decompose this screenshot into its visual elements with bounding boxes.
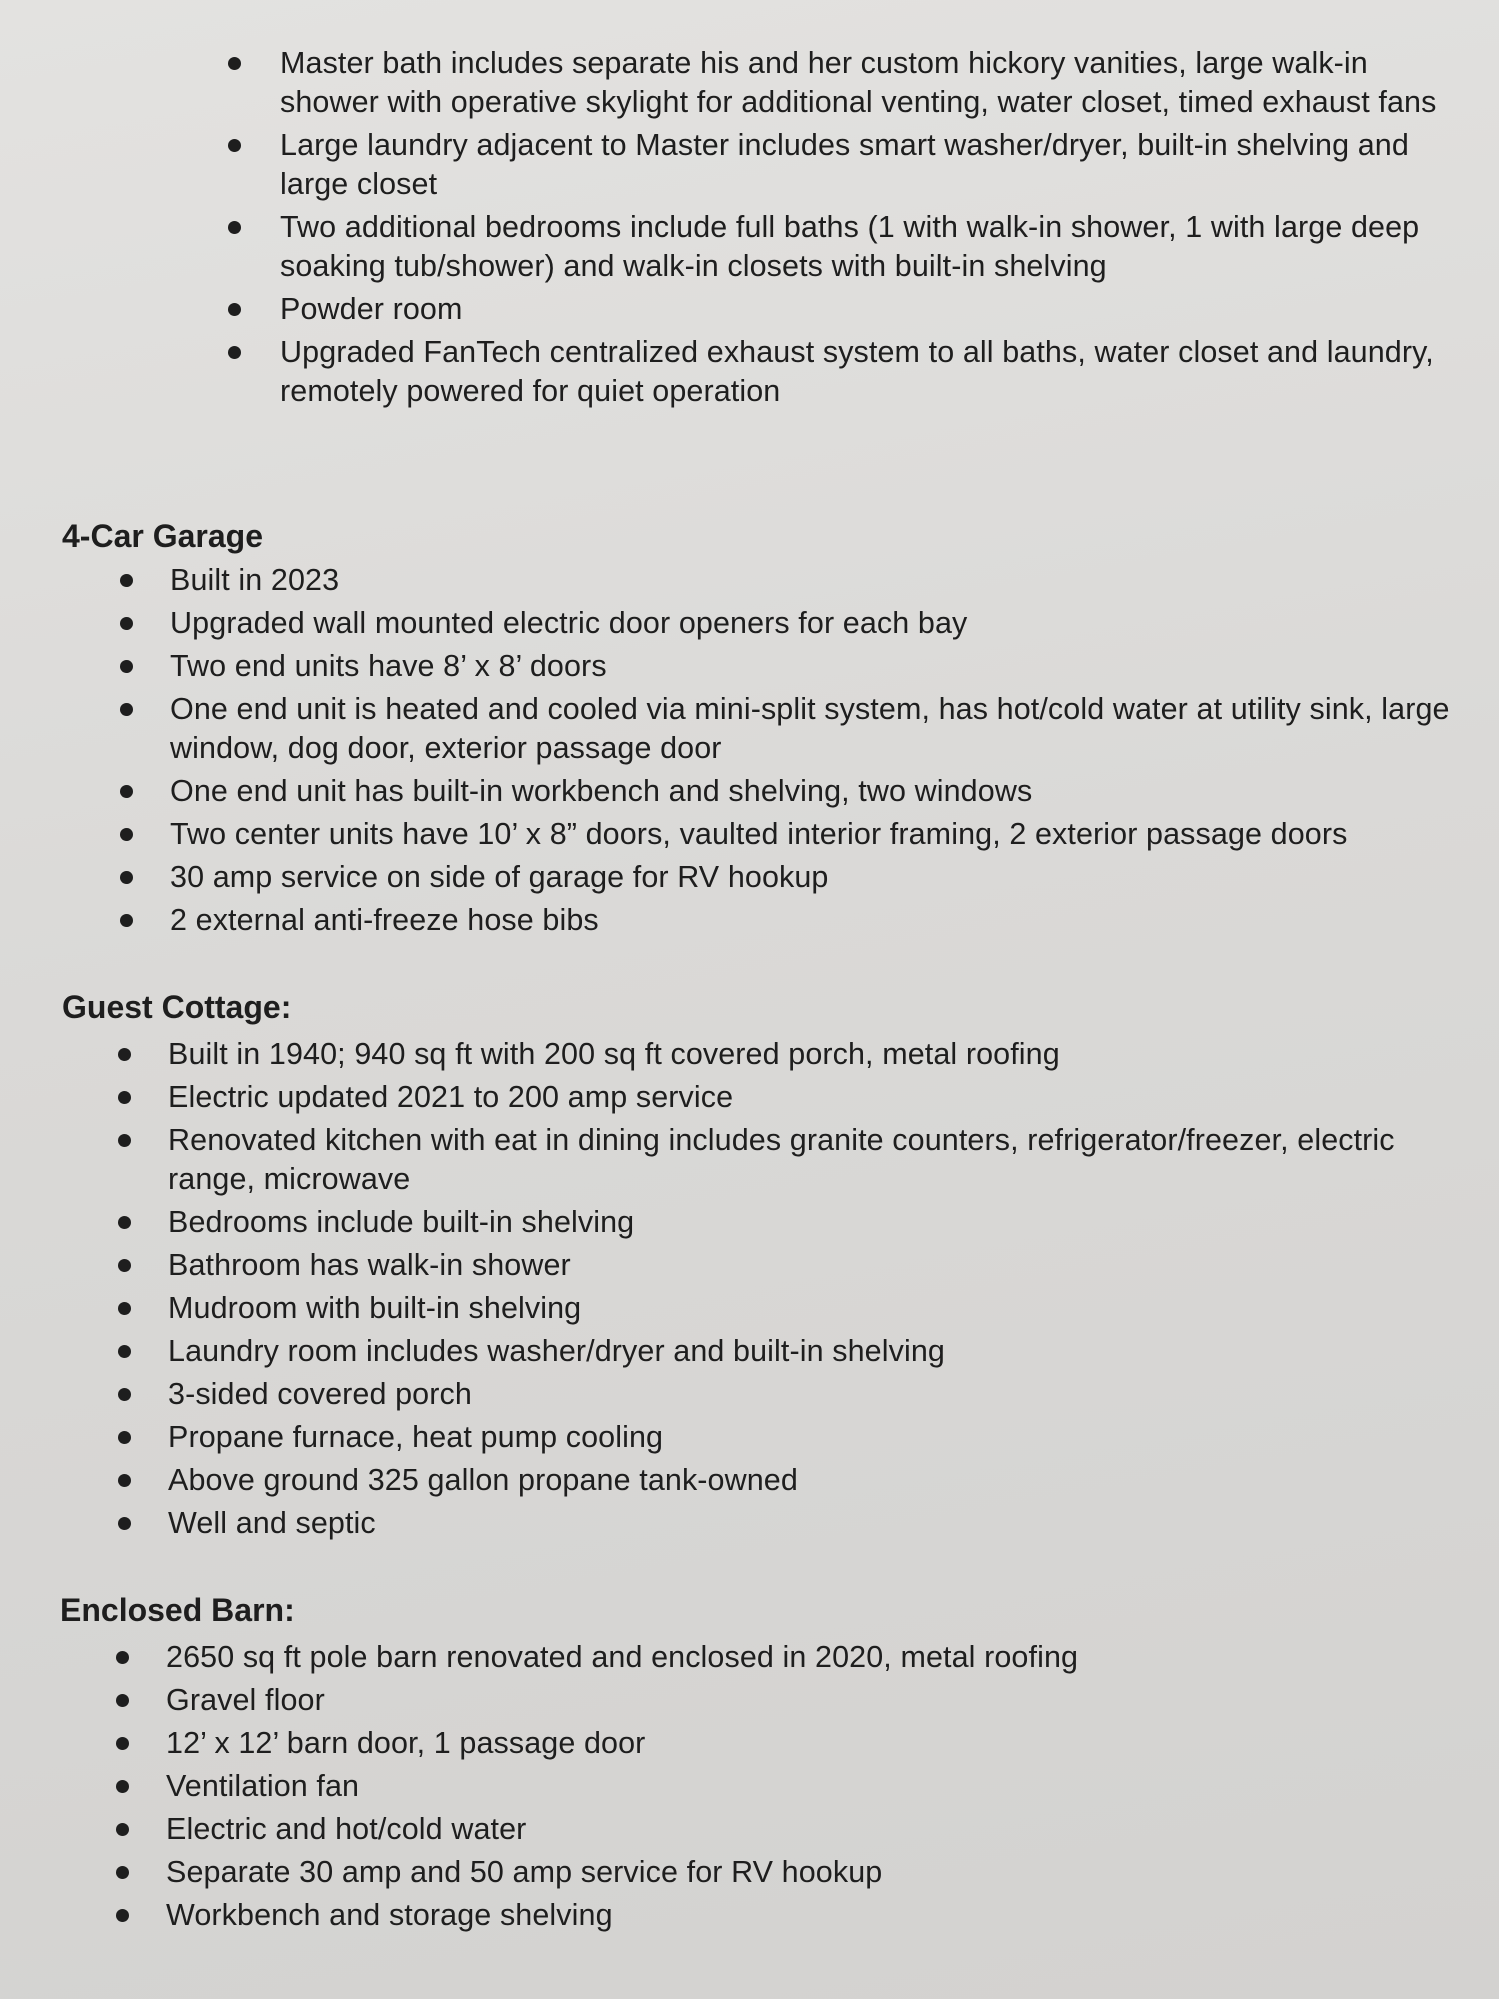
list-item bbox=[168, 1035, 1458, 1074]
list-item-text: Workbench and storage shelving bbox=[166, 1898, 613, 1932]
list-item bbox=[168, 1121, 1458, 1199]
bullet-icon bbox=[118, 1091, 131, 1104]
list-item-text: 12’ x 12’ barn door, 1 passage door bbox=[166, 1726, 646, 1760]
master-suite-list bbox=[280, 44, 1440, 415]
list-item-text: Large laundry adjacent to Master includes smart washer/dryer, built-in shelving and large closet bbox=[280, 128, 1409, 201]
list-item bbox=[166, 1681, 1456, 1720]
list-item-text: Well and septic bbox=[168, 1506, 376, 1540]
list-item bbox=[166, 1767, 1456, 1806]
list-item-text: Separate 30 amp and 50 amp service for RV hookup bbox=[166, 1855, 883, 1889]
list-item-text: Mudroom with built-in shelving bbox=[168, 1291, 582, 1325]
list-item-text: 30 amp service on side of garage for RV hookup bbox=[170, 860, 829, 894]
list-item bbox=[166, 1896, 1456, 1935]
list-item-text: 3-sided covered porch bbox=[168, 1377, 472, 1411]
list-item bbox=[166, 1724, 1456, 1763]
bullet-icon bbox=[118, 1517, 131, 1530]
bullet-icon bbox=[228, 139, 241, 152]
bullet-icon bbox=[118, 1388, 131, 1401]
bullet-icon bbox=[116, 1694, 129, 1707]
list-item-text: Propane furnace, heat pump cooling bbox=[168, 1420, 664, 1454]
list-item-text: Ventilation fan bbox=[166, 1769, 360, 1803]
bullet-icon bbox=[120, 574, 133, 587]
list-item bbox=[168, 1504, 1458, 1543]
section-title-cottage: Guest Cottage: bbox=[62, 989, 292, 1025]
bullet-icon bbox=[228, 346, 241, 359]
list-item-text: Built in 2023 bbox=[170, 563, 340, 597]
list-item bbox=[280, 333, 1440, 411]
bullet-icon bbox=[118, 1345, 131, 1358]
bullet-icon bbox=[118, 1259, 131, 1272]
bullet-icon bbox=[116, 1651, 129, 1664]
list-item-text: Built in 1940; 940 sq ft with 200 sq ft covered porch, metal roofing bbox=[168, 1037, 1060, 1071]
list-item-text: Electric updated 2021 to 200 amp service bbox=[168, 1080, 734, 1114]
bullet-icon bbox=[120, 828, 133, 841]
bullet-icon bbox=[228, 57, 241, 70]
list-item bbox=[168, 1078, 1458, 1117]
bullet-icon bbox=[228, 303, 241, 316]
list-item-text: One end unit is heated and cooled via mini-split system, has hot/cold water at utility sink, large window, dog door, exterior passage door bbox=[170, 692, 1450, 765]
bullet-icon bbox=[120, 660, 133, 673]
garage-list bbox=[170, 561, 1460, 944]
list-item-text: Electric and hot/cold water bbox=[166, 1812, 527, 1846]
list-item-text: Above ground 325 gallon propane tank-owned bbox=[168, 1463, 798, 1497]
list-item-text: Gravel floor bbox=[166, 1683, 325, 1717]
list-item bbox=[170, 901, 1460, 940]
list-item-text: Two center units have 10’ x 8” doors, vaulted interior framing, 2 exterior passage doors bbox=[170, 817, 1348, 851]
list-item-text: Renovated kitchen with eat in dining includes granite counters, refrigerator/freezer, electric range, microwave bbox=[168, 1123, 1395, 1196]
bullet-icon bbox=[120, 703, 133, 716]
list-item-text: Upgraded wall mounted electric door openers for each bay bbox=[170, 606, 968, 640]
list-item bbox=[170, 815, 1460, 854]
bullet-icon bbox=[116, 1737, 129, 1750]
list-item-text: Bathroom has walk-in shower bbox=[168, 1248, 571, 1282]
list-item-text: Master bath includes separate his and her custom hickory vanities, large walk-in shower with operative skylight for additional venting, water closet, timed exhaust fans bbox=[280, 46, 1437, 119]
bullet-icon bbox=[120, 617, 133, 630]
list-item bbox=[280, 290, 1440, 329]
bullet-icon bbox=[118, 1216, 131, 1229]
list-item-text: Two end units have 8’ x 8’ doors bbox=[170, 649, 607, 683]
list-item bbox=[170, 561, 1460, 600]
bullet-icon bbox=[116, 1823, 129, 1836]
list-item bbox=[170, 772, 1460, 811]
list-item bbox=[168, 1418, 1458, 1457]
list-item bbox=[280, 208, 1440, 286]
section-title-garage: 4-Car Garage bbox=[62, 518, 263, 554]
list-item-text: Laundry room includes washer/dryer and built-in shelving bbox=[168, 1334, 945, 1368]
bullet-icon bbox=[120, 785, 133, 798]
list-item bbox=[168, 1332, 1458, 1371]
bullet-icon bbox=[118, 1048, 131, 1061]
list-item bbox=[168, 1375, 1458, 1414]
list-item bbox=[280, 126, 1440, 204]
list-item-text: 2650 sq ft pole barn renovated and enclosed in 2020, metal roofing bbox=[166, 1640, 1079, 1674]
list-item bbox=[168, 1461, 1458, 1500]
barn-list bbox=[166, 1638, 1456, 1939]
bullet-icon bbox=[118, 1302, 131, 1315]
list-item bbox=[280, 44, 1440, 122]
list-item-text: One end unit has built-in workbench and shelving, two windows bbox=[170, 774, 1033, 808]
list-item bbox=[166, 1810, 1456, 1849]
list-item-text: Two additional bedrooms include full baths (1 with walk-in shower, 1 with large deep soaking tub/shower) and walk-in closets with built-in shelving bbox=[280, 210, 1420, 283]
list-item bbox=[166, 1853, 1456, 1892]
list-item bbox=[166, 1638, 1456, 1677]
list-item-text: 2 external anti-freeze hose bibs bbox=[170, 903, 599, 937]
bullet-icon bbox=[228, 221, 241, 234]
bullet-icon bbox=[116, 1866, 129, 1879]
bullet-icon bbox=[118, 1431, 131, 1444]
list-item bbox=[170, 690, 1460, 768]
bullet-icon bbox=[120, 914, 133, 927]
bullet-icon bbox=[116, 1780, 129, 1793]
list-item bbox=[170, 647, 1460, 686]
section-title-barn: Enclosed Barn: bbox=[60, 1592, 295, 1628]
list-item bbox=[170, 604, 1460, 643]
bullet-icon bbox=[116, 1909, 129, 1922]
list-item-text: Bedrooms include built-in shelving bbox=[168, 1205, 635, 1239]
bullet-icon bbox=[120, 871, 133, 884]
list-item bbox=[168, 1246, 1458, 1285]
cottage-list bbox=[168, 1035, 1458, 1547]
list-item bbox=[168, 1289, 1458, 1328]
list-item-text: Powder room bbox=[280, 292, 463, 326]
list-item bbox=[170, 858, 1460, 897]
list-item-text: Upgraded FanTech centralized exhaust system to all baths, water closet and laundry, remotely powered for quiet operation bbox=[280, 335, 1434, 408]
bullet-icon bbox=[118, 1134, 131, 1147]
bullet-icon bbox=[118, 1474, 131, 1487]
list-item bbox=[168, 1203, 1458, 1242]
